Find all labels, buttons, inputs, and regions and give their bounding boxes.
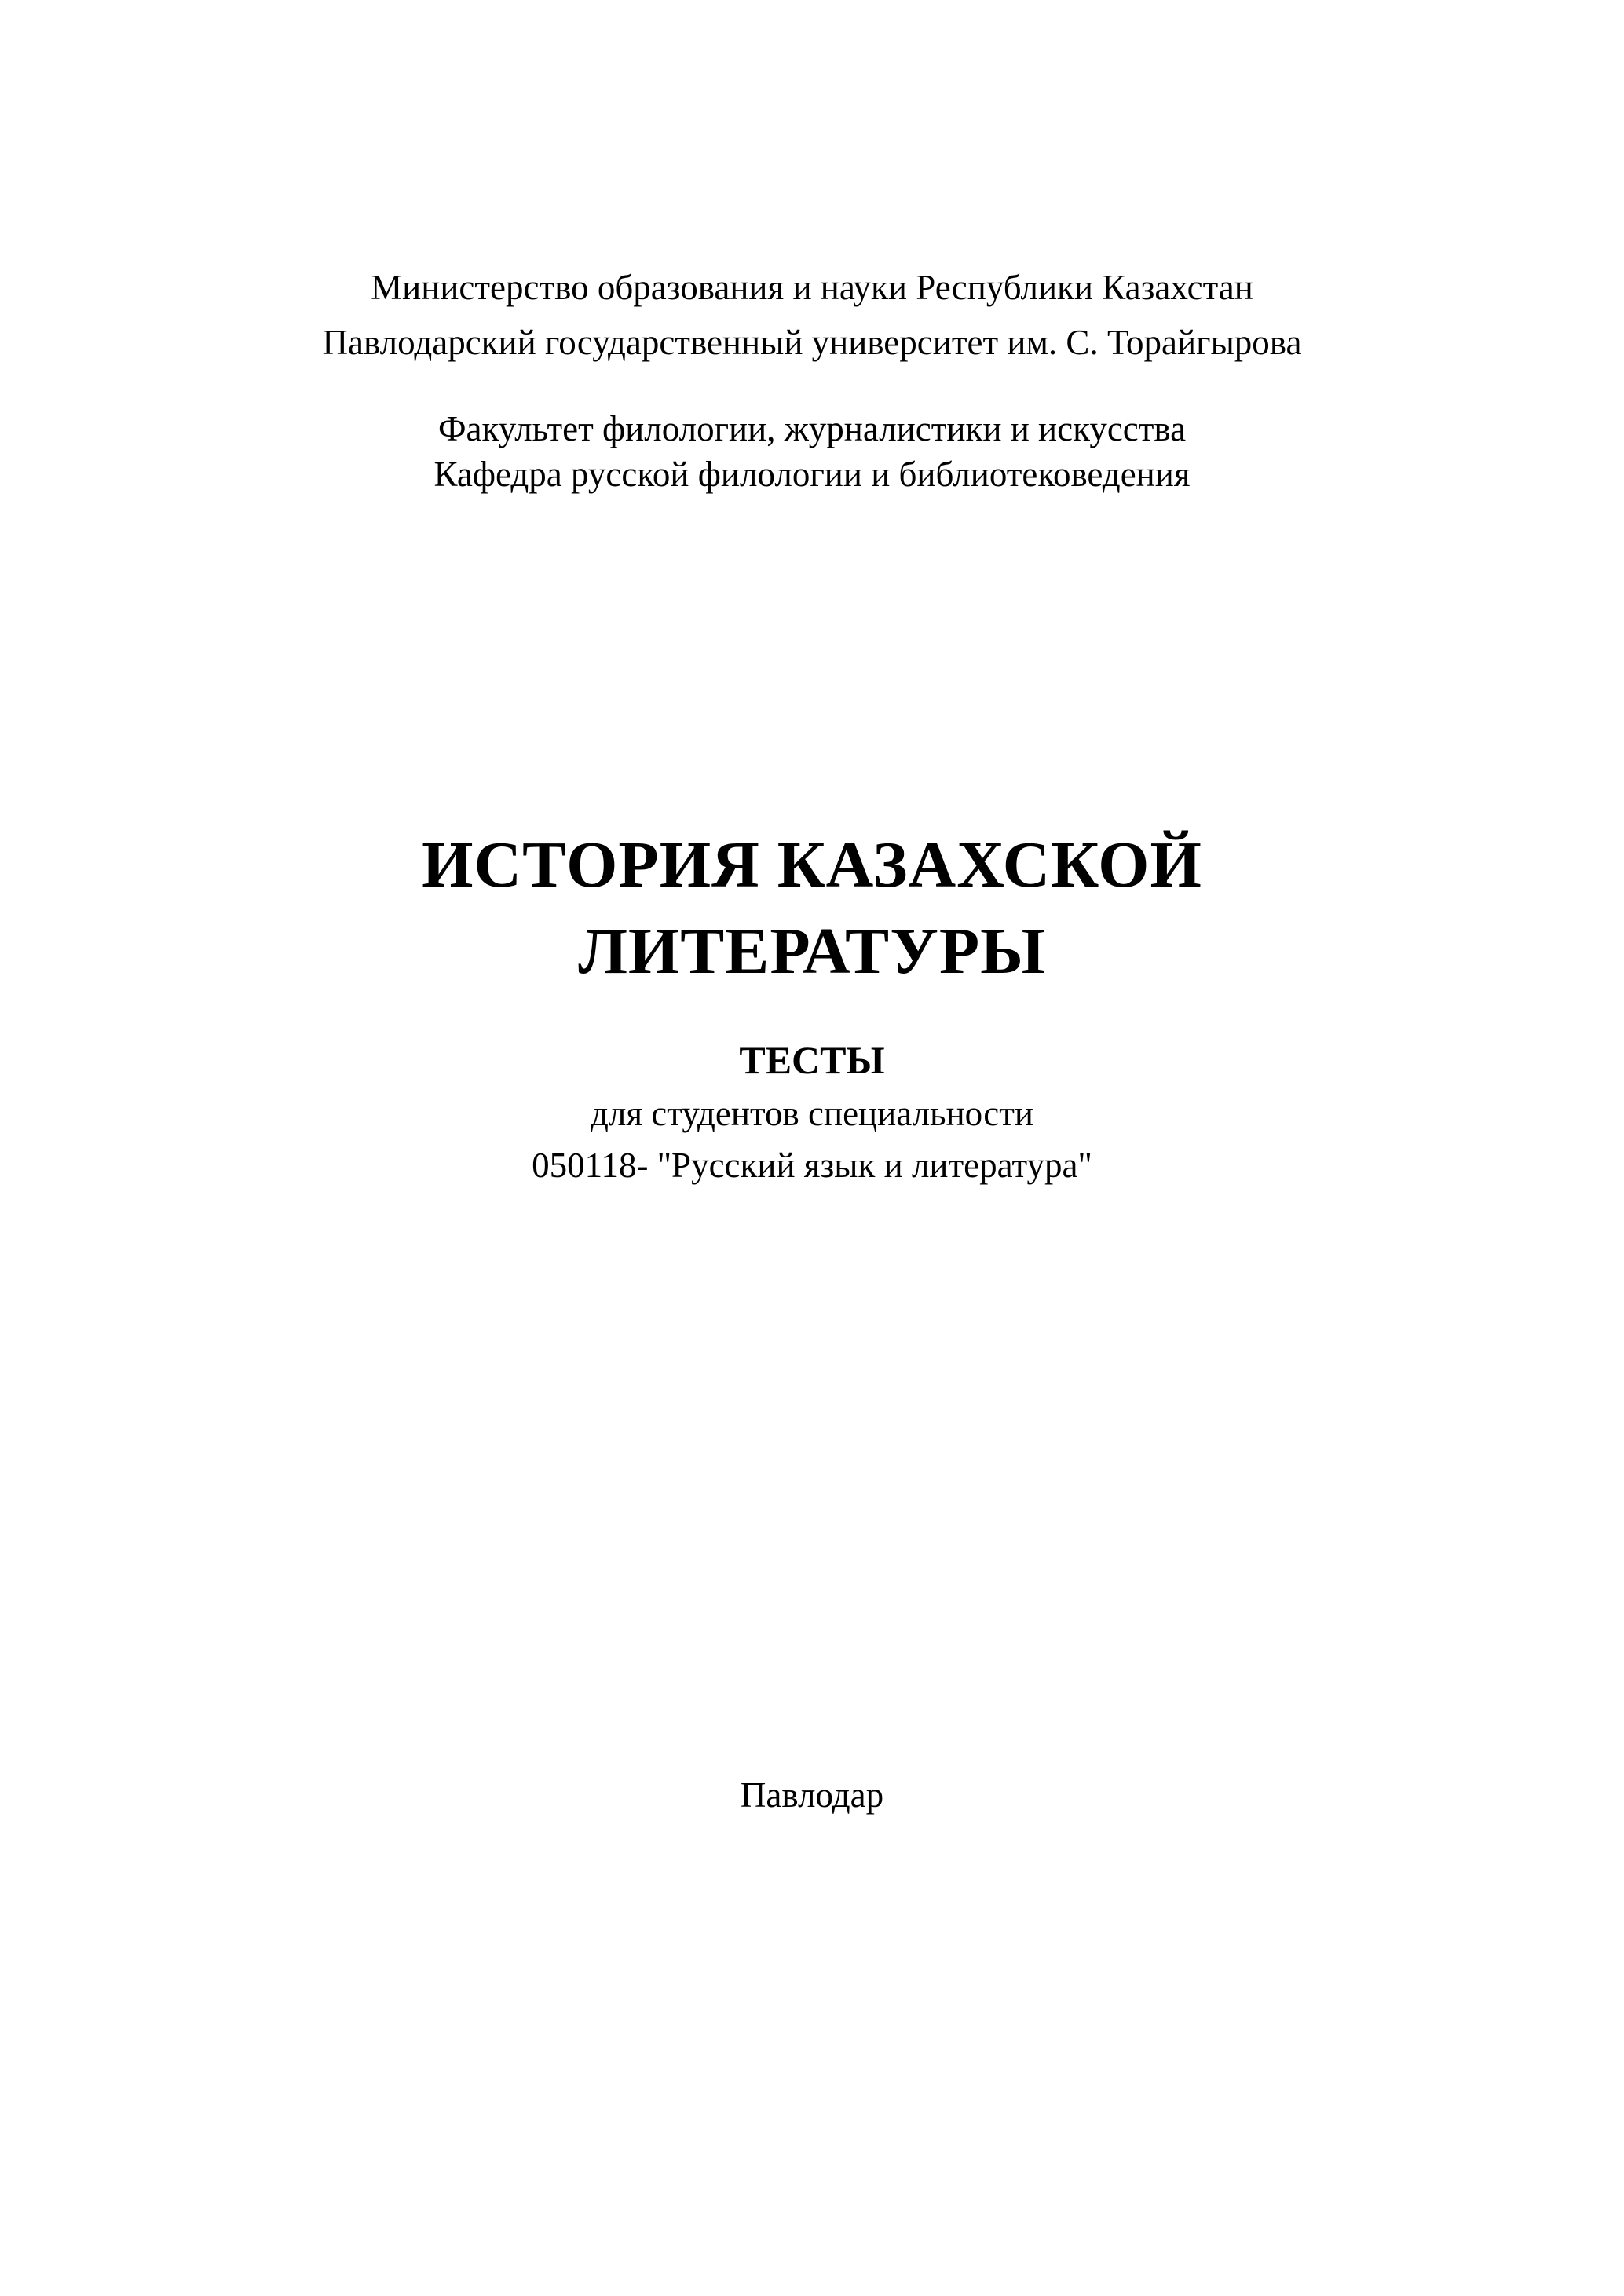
- specialty-line: 050118- "Русский язык и литература": [532, 1146, 1092, 1185]
- document-type: ТЕСТЫ: [739, 1038, 885, 1082]
- university-line: Павлодарский государственный университет им. С. Торайгырова: [322, 323, 1302, 362]
- audience-line: для студентов специальности: [591, 1094, 1033, 1133]
- title-line-1: ИСТОРИЯ КАЗАХСКОЙ: [422, 828, 1202, 901]
- city-line: Павлодар: [740, 1775, 884, 1815]
- department-line: Кафедра русской филологии и библиотековедения: [433, 455, 1191, 494]
- faculty-line: Факультет филологии, журналистики и искусства: [437, 409, 1187, 448]
- title-line-2: ЛИТЕРАТУРЫ: [578, 915, 1046, 988]
- ministry-line: Министерство образования и науки Республики Казахстан: [371, 268, 1253, 307]
